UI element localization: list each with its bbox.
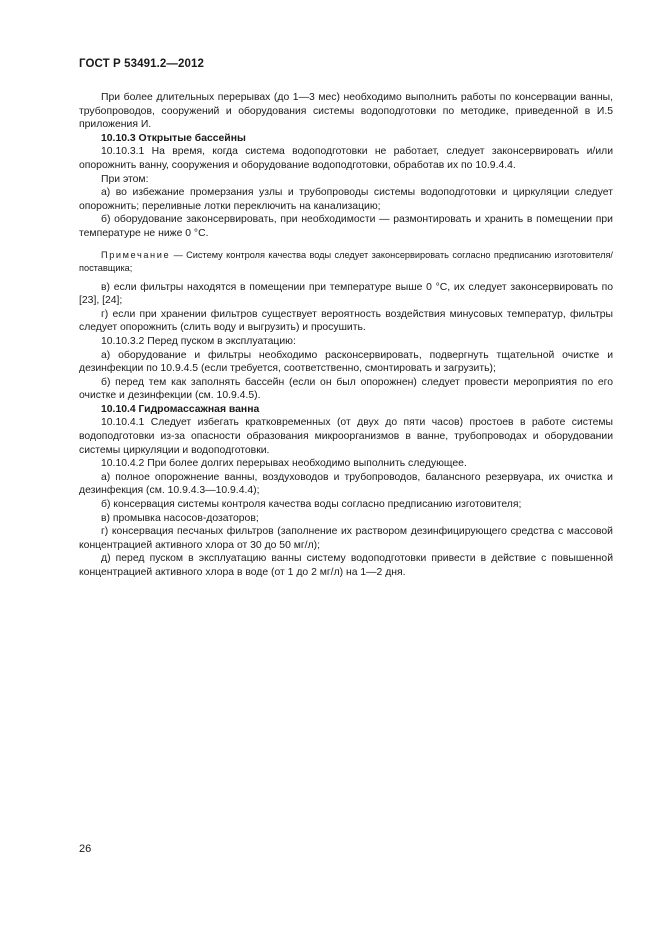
section-heading-hydromassage: 10.10.4 Гидромассажная ванна [101, 403, 260, 415]
list-item: в) промывка насосов-дозаторов; [101, 512, 259, 524]
list-item: б) оборудование законсервировать, при необходимости — размонтировать и хранить в помещении при температуре не ниже 0 °С. [79, 214, 613, 239]
list-item: б) консервация системы контроля качества воды согласно предписанию изготовителя; [101, 499, 522, 511]
list-item: а) оборудование и фильтры необходимо расконсервировать, подвергнуть тщательной очистке и дезинфекции по 10.9.4.5 (если требуется, соответственно, смонтировать и загрузить); [79, 349, 613, 375]
list-item: г) если при хранении фильтров существует вероятность воздействия минусовых температур, фильтры следует опорожнить (слить воду и выгрузить) и просушить. [79, 308, 613, 334]
paragraph: 10.10.4.2 При более долгих перерывах необходимо выполнить следующее. [101, 458, 467, 470]
paragraph: При более длительных перерывах (до 1—3 мес) необходимо выполнить работы по консервации ванны, трубопроводов, сооружений и оборудования системы водоподготовки по методике, приведенной в И.5 приложения И. [79, 92, 613, 131]
note-label: Примечание [101, 249, 171, 260]
list-item: г) консервация песчаных фильтров (заполнение их раствором дезинфицирующего средства с массовой концентрацией активного хлора от 30 до 50 мг/л); [79, 526, 613, 551]
list-item: а) во избежание промерзания узлы и трубопроводы системы водоподготовки и циркуляции следует опорожнить; переливные лотки переключить на канализацию; [79, 187, 613, 212]
list-item: а) полное опорожнение ванны, воздуховодов и трубопроводов, балансного резервуара, их очистка и дезинфекция (см. 10.9.4.3—10.9.4.4); [79, 471, 613, 497]
list-item: в) если фильтры находятся в помещении при температуре выше 0 °С, их следует законсервировать по [23], [24]; [79, 281, 613, 307]
document-header: ГОСТ Р 53491.2—2012 [79, 58, 204, 70]
paragraph: 10.10.3.2 Перед пуском в эксплуатацию: [101, 335, 296, 347]
page-number: 26 [79, 843, 92, 855]
note-text: — Систему контроля качества воды следует законсервировать согласно предписанию изготовителя/поставщика; [79, 249, 613, 273]
list-item: б) перед тем как заполнять бассейн (если он был опорожнен) следует провести мероприятия по его очистке и дезинфекции (см. 10.9.4.5). [79, 376, 613, 402]
paragraph: 10.10.4.1 Следует избегать кратковременных (от двух до пяти часов) простоев в работе системы водоподготовки из-за опасности образования микроорганизмов в ванне, трубопроводах и оборудовании системы циркуляции и водоподготовки. [79, 417, 613, 456]
paragraph: 10.10.3.1 На время, когда система водоподготовки не работает, следует законсервировать и/или опорожнить ванну, сооружения и оборудование водоподготовки, обработав их по 10.9.4.4. [79, 146, 613, 171]
paragraph: При этом: [101, 173, 149, 185]
note [79, 249, 613, 275]
list-item: д) перед пуском в эксплуатацию ванны систему водоподготовки привести в действие с повышенной концентрацией активного хлора в воде (от 1 до 2 мг/л) на 1—2 дня. [79, 553, 613, 578]
section-heading-open-pools: 10.10.3 Открытые бассейны [101, 132, 246, 144]
document-body [79, 91, 613, 580]
